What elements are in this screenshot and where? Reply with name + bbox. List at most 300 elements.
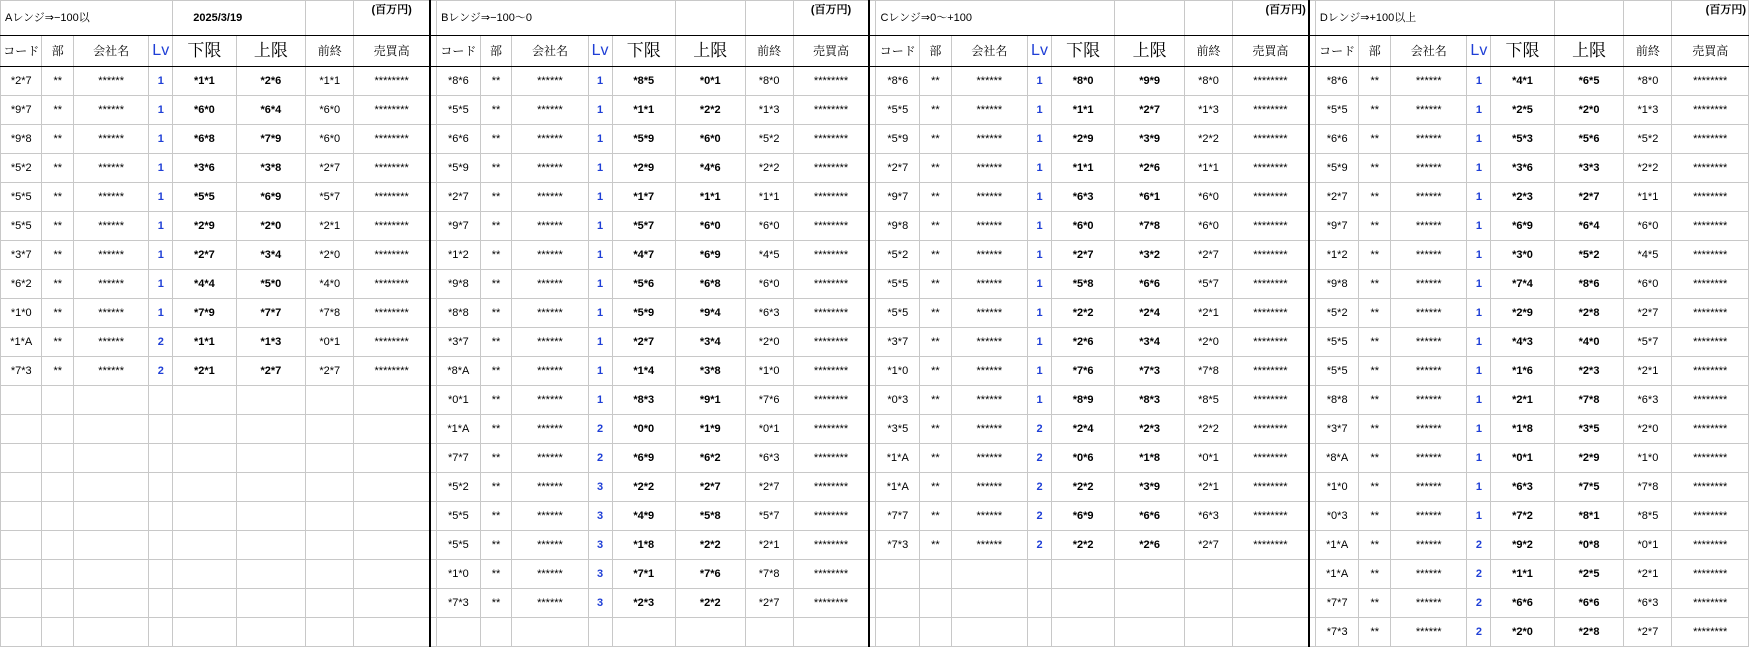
- range-c-prev-close-cell[interactable]: *2*0: [1185, 328, 1233, 357]
- range-a-prev-close-cell[interactable]: *2*1: [306, 212, 354, 241]
- empty-cell[interactable]: [1115, 589, 1185, 618]
- range-b-prev-close-cell[interactable]: *8*0: [745, 67, 793, 96]
- range-d-code-cell[interactable]: *7*3: [1315, 618, 1359, 647]
- range-b-lower-cell[interactable]: *2*9: [612, 154, 675, 183]
- empty-cell[interactable]: [1028, 618, 1052, 647]
- empty-cell[interactable]: [793, 618, 869, 647]
- range-d-code-cell[interactable]: *6*6: [1315, 125, 1359, 154]
- range-a-company-cell[interactable]: ******: [74, 357, 149, 386]
- range-d-lv-cell[interactable]: 1: [1467, 212, 1491, 241]
- empty-cell[interactable]: [74, 502, 149, 531]
- range-b-prev-close-cell[interactable]: *2*0: [745, 328, 793, 357]
- range-c-lower-cell[interactable]: *6*9: [1052, 502, 1115, 531]
- range-c-prev-close-cell[interactable]: *8*0: [1185, 67, 1233, 96]
- range-c-lv-cell[interactable]: 1: [1028, 125, 1052, 154]
- range-c-prev-close-cell[interactable]: *2*2: [1185, 415, 1233, 444]
- range-a-upper-cell[interactable]: *6*9: [236, 183, 306, 212]
- empty-cell[interactable]: [876, 560, 920, 589]
- range-b-lv-cell[interactable]: 1: [588, 183, 612, 212]
- range-c-code-cell[interactable]: *1*A: [876, 444, 920, 473]
- empty-cell[interactable]: [74, 560, 149, 589]
- range-a-upper-cell[interactable]: *2*6: [236, 67, 306, 96]
- empty-cell[interactable]: [306, 502, 354, 531]
- empty-cell[interactable]: [920, 589, 952, 618]
- range-c-lv-cell[interactable]: 1: [1028, 154, 1052, 183]
- range-c-volume-cell[interactable]: ********: [1233, 328, 1309, 357]
- range-a-upper-cell[interactable]: *7*7: [236, 299, 306, 328]
- range-c-lv-cell[interactable]: 1: [1028, 270, 1052, 299]
- range-c-lv-cell[interactable]: 1: [1028, 67, 1052, 96]
- range-b-code-cell[interactable]: *0*1: [437, 386, 481, 415]
- range-d-company-cell[interactable]: ******: [1391, 96, 1467, 125]
- range-b-prev-close-cell[interactable]: *1*3: [745, 96, 793, 125]
- range-b-code-cell[interactable]: *5*5: [437, 96, 481, 125]
- range-c-code-cell[interactable]: *5*5: [876, 270, 920, 299]
- empty-cell[interactable]: [1185, 560, 1233, 589]
- empty-cell[interactable]: [675, 1, 745, 36]
- range-a-lv-cell[interactable]: 1: [149, 96, 173, 125]
- empty-cell[interactable]: [42, 473, 74, 502]
- range-c-company-cell[interactable]: ******: [951, 67, 1027, 96]
- range-c-company-cell[interactable]: ******: [951, 299, 1027, 328]
- range-c-volume-cell[interactable]: ********: [1233, 241, 1309, 270]
- range-b-lower-cell[interactable]: *2*3: [612, 589, 675, 618]
- range-d-dept-cell[interactable]: **: [1359, 589, 1391, 618]
- range-c-company-cell[interactable]: ******: [951, 386, 1027, 415]
- range-c-volume-cell[interactable]: ********: [1233, 270, 1309, 299]
- empty-cell[interactable]: [1185, 589, 1233, 618]
- range-c-volume-cell[interactable]: ********: [1233, 154, 1309, 183]
- range-b-code-cell[interactable]: *5*5: [437, 502, 481, 531]
- range-b-lv-cell[interactable]: 3: [588, 589, 612, 618]
- range-b-code-cell[interactable]: *5*2: [437, 473, 481, 502]
- range-b-upper-cell[interactable]: *3*4: [675, 328, 745, 357]
- empty-cell[interactable]: [173, 386, 236, 415]
- header-volume[interactable]: 売買高: [1672, 36, 1749, 67]
- range-a-company-cell[interactable]: ******: [74, 328, 149, 357]
- range-d-dept-cell[interactable]: **: [1359, 502, 1391, 531]
- range-b-volume-cell[interactable]: ********: [793, 67, 869, 96]
- range-b-dept-cell[interactable]: **: [480, 67, 512, 96]
- range-b-dept-cell[interactable]: **: [480, 560, 512, 589]
- empty-cell[interactable]: [354, 386, 430, 415]
- range-b-volume-cell[interactable]: ********: [793, 183, 869, 212]
- range-b-prev-close-cell[interactable]: *2*7: [745, 589, 793, 618]
- range-b-dept-cell[interactable]: **: [480, 531, 512, 560]
- range-d-company-cell[interactable]: ******: [1391, 531, 1467, 560]
- range-d-lv-cell[interactable]: 1: [1467, 357, 1491, 386]
- range-a-lv-cell[interactable]: 1: [149, 241, 173, 270]
- range-a-company-cell[interactable]: ******: [74, 67, 149, 96]
- header-upper[interactable]: 上限: [236, 36, 306, 67]
- range-c-volume-cell[interactable]: ********: [1233, 299, 1309, 328]
- range-a-code-cell[interactable]: *1*0: [1, 299, 42, 328]
- range-a-volume-cell[interactable]: ********: [354, 125, 430, 154]
- range-a-upper-cell[interactable]: *7*9: [236, 125, 306, 154]
- range-d-lower-cell[interactable]: *1*6: [1491, 357, 1554, 386]
- range-c-lv-cell[interactable]: 1: [1028, 241, 1052, 270]
- range-c-company-cell[interactable]: ******: [951, 328, 1027, 357]
- range-c-lv-cell[interactable]: 1: [1028, 212, 1052, 241]
- range-b-code-cell[interactable]: *9*7: [437, 212, 481, 241]
- empty-cell[interactable]: [437, 618, 481, 647]
- range-c-lower-cell[interactable]: *8*9: [1052, 386, 1115, 415]
- range-d-lower-cell[interactable]: *1*1: [1491, 560, 1554, 589]
- range-b-code-cell[interactable]: *3*7: [437, 328, 481, 357]
- range-d-dept-cell[interactable]: **: [1359, 67, 1391, 96]
- range-d-lv-cell[interactable]: 2: [1467, 560, 1491, 589]
- range-d-upper-cell[interactable]: *6*4: [1554, 212, 1624, 241]
- range-c-volume-cell[interactable]: ********: [1233, 212, 1309, 241]
- range-b-volume-cell[interactable]: ********: [793, 154, 869, 183]
- range-d-volume-cell[interactable]: ********: [1672, 444, 1749, 473]
- header-lower[interactable]: 下限: [173, 36, 236, 67]
- range-b-dept-cell[interactable]: **: [480, 386, 512, 415]
- range-b-company-cell[interactable]: ******: [512, 183, 588, 212]
- empty-cell[interactable]: [236, 589, 306, 618]
- empty-cell[interactable]: [42, 589, 74, 618]
- range-a-lower-cell[interactable]: *3*6: [173, 154, 236, 183]
- range-b-volume-cell[interactable]: ********: [793, 357, 869, 386]
- range-b-dept-cell[interactable]: **: [480, 589, 512, 618]
- range-d-code-cell[interactable]: *9*8: [1315, 270, 1359, 299]
- empty-cell[interactable]: [354, 618, 430, 647]
- range-d-lower-cell[interactable]: *1*8: [1491, 415, 1554, 444]
- range-b-lv-cell[interactable]: 1: [588, 212, 612, 241]
- range-d-volume-cell[interactable]: ********: [1672, 241, 1749, 270]
- range-c-code-cell[interactable]: *5*5: [876, 96, 920, 125]
- header-dept[interactable]: 部: [1359, 36, 1391, 67]
- date-cell[interactable]: 2025/3/19: [173, 1, 306, 36]
- range-a-code-cell[interactable]: *9*8: [1, 125, 42, 154]
- range-c-lower-cell[interactable]: *2*2: [1052, 531, 1115, 560]
- empty-cell[interactable]: [42, 386, 74, 415]
- range-a-company-cell[interactable]: ******: [74, 96, 149, 125]
- range-c-lower-cell[interactable]: *5*8: [1052, 270, 1115, 299]
- empty-cell[interactable]: [149, 444, 173, 473]
- empty-cell[interactable]: [306, 560, 354, 589]
- empty-cell[interactable]: [745, 618, 793, 647]
- range-c-prev-close-cell[interactable]: *1*3: [1185, 96, 1233, 125]
- range-b-unit[interactable]: (百万円): [793, 1, 869, 36]
- range-a-unit[interactable]: (百万円): [354, 1, 430, 36]
- range-b-code-cell[interactable]: *8*8: [437, 299, 481, 328]
- range-b-prev-close-cell[interactable]: *6*3: [745, 299, 793, 328]
- range-c-prev-close-cell[interactable]: *2*7: [1185, 531, 1233, 560]
- range-b-lower-cell[interactable]: *5*9: [612, 125, 675, 154]
- range-d-upper-cell[interactable]: *4*0: [1554, 328, 1624, 357]
- range-d-prev-close-cell[interactable]: *4*5: [1624, 241, 1672, 270]
- range-a-upper-cell[interactable]: *1*3: [236, 328, 306, 357]
- empty-cell[interactable]: [1233, 560, 1309, 589]
- empty-cell[interactable]: [149, 531, 173, 560]
- range-d-volume-cell[interactable]: ********: [1672, 328, 1749, 357]
- range-c-dept-cell[interactable]: **: [920, 328, 952, 357]
- range-b-code-cell[interactable]: *8*6: [437, 67, 481, 96]
- range-a-prev-close-cell[interactable]: *1*1: [306, 67, 354, 96]
- range-a-code-cell[interactable]: *6*2: [1, 270, 42, 299]
- range-c-volume-cell[interactable]: ********: [1233, 67, 1309, 96]
- range-a-lv-cell[interactable]: 2: [149, 328, 173, 357]
- range-b-dept-cell[interactable]: **: [480, 357, 512, 386]
- header-upper[interactable]: 上限: [675, 36, 745, 67]
- empty-cell[interactable]: [74, 386, 149, 415]
- range-b-lv-cell[interactable]: 1: [588, 125, 612, 154]
- range-b-volume-cell[interactable]: ********: [793, 386, 869, 415]
- header-company[interactable]: 会社名: [512, 36, 588, 67]
- range-d-volume-cell[interactable]: ********: [1672, 96, 1749, 125]
- range-b-prev-close-cell[interactable]: *5*2: [745, 125, 793, 154]
- range-b-upper-cell[interactable]: *6*2: [675, 444, 745, 473]
- range-a-lower-cell[interactable]: *6*8: [173, 125, 236, 154]
- range-c-lower-cell[interactable]: *0*6: [1052, 444, 1115, 473]
- range-d-dept-cell[interactable]: **: [1359, 386, 1391, 415]
- range-d-lv-cell[interactable]: 1: [1467, 154, 1491, 183]
- range-d-code-cell[interactable]: *9*7: [1315, 212, 1359, 241]
- range-c-prev-close-cell[interactable]: *2*7: [1185, 241, 1233, 270]
- range-a-prev-close-cell[interactable]: *2*0: [306, 241, 354, 270]
- range-b-dept-cell[interactable]: **: [480, 212, 512, 241]
- empty-cell[interactable]: [149, 618, 173, 647]
- range-c-code-cell[interactable]: *7*7: [876, 502, 920, 531]
- empty-cell[interactable]: [1, 502, 42, 531]
- header-lv[interactable]: Lv: [588, 36, 612, 67]
- empty-cell[interactable]: [1115, 560, 1185, 589]
- range-b-company-cell[interactable]: ******: [512, 415, 588, 444]
- range-c-dept-cell[interactable]: **: [920, 67, 952, 96]
- range-c-lv-cell[interactable]: 1: [1028, 183, 1052, 212]
- range-a-title[interactable]: Aレンジ⇒−100以: [1, 1, 173, 36]
- header-prev-close[interactable]: 前終: [1624, 36, 1672, 67]
- range-a-dept-cell[interactable]: **: [42, 154, 74, 183]
- range-d-upper-cell[interactable]: *8*6: [1554, 270, 1624, 299]
- range-c-company-cell[interactable]: ******: [951, 473, 1027, 502]
- empty-cell[interactable]: [236, 502, 306, 531]
- empty-cell[interactable]: [149, 560, 173, 589]
- range-d-upper-cell[interactable]: *7*8: [1554, 386, 1624, 415]
- range-c-company-cell[interactable]: ******: [951, 270, 1027, 299]
- range-d-upper-cell[interactable]: *2*8: [1554, 299, 1624, 328]
- range-b-upper-cell[interactable]: *1*1: [675, 183, 745, 212]
- range-b-company-cell[interactable]: ******: [512, 560, 588, 589]
- range-b-volume-cell[interactable]: ********: [793, 270, 869, 299]
- range-c-upper-cell[interactable]: *2*3: [1115, 415, 1185, 444]
- range-b-lower-cell[interactable]: *2*7: [612, 328, 675, 357]
- range-a-lv-cell[interactable]: 1: [149, 67, 173, 96]
- empty-cell[interactable]: [675, 618, 745, 647]
- range-a-lower-cell[interactable]: *2*7: [173, 241, 236, 270]
- range-b-prev-close-cell[interactable]: *6*0: [745, 212, 793, 241]
- range-b-title[interactable]: Bレンジ⇒−100〜0: [437, 1, 676, 36]
- empty-cell[interactable]: [306, 531, 354, 560]
- empty-cell[interactable]: [173, 560, 236, 589]
- empty-cell[interactable]: [173, 589, 236, 618]
- range-d-prev-close-cell[interactable]: *6*3: [1624, 386, 1672, 415]
- header-lv[interactable]: Lv: [1467, 36, 1491, 67]
- empty-cell[interactable]: [1115, 1, 1185, 36]
- range-b-upper-cell[interactable]: *6*9: [675, 241, 745, 270]
- empty-cell[interactable]: [354, 560, 430, 589]
- range-b-code-cell[interactable]: *1*0: [437, 560, 481, 589]
- range-c-lower-cell[interactable]: *2*2: [1052, 299, 1115, 328]
- range-c-upper-cell[interactable]: *7*8: [1115, 212, 1185, 241]
- header-lower[interactable]: 下限: [1491, 36, 1554, 67]
- range-d-code-cell[interactable]: *1*A: [1315, 560, 1359, 589]
- range-b-volume-cell[interactable]: ********: [793, 502, 869, 531]
- range-c-prev-close-cell[interactable]: *0*1: [1185, 444, 1233, 473]
- range-b-dept-cell[interactable]: **: [480, 125, 512, 154]
- range-a-company-cell[interactable]: ******: [74, 212, 149, 241]
- range-b-lv-cell[interactable]: 1: [588, 67, 612, 96]
- range-a-dept-cell[interactable]: **: [42, 125, 74, 154]
- range-d-lv-cell[interactable]: 1: [1467, 125, 1491, 154]
- range-b-company-cell[interactable]: ******: [512, 357, 588, 386]
- range-c-lv-cell[interactable]: 1: [1028, 328, 1052, 357]
- range-d-code-cell[interactable]: *2*7: [1315, 183, 1359, 212]
- range-d-code-cell[interactable]: *1*0: [1315, 473, 1359, 502]
- empty-cell[interactable]: [354, 415, 430, 444]
- range-d-prev-close-cell[interactable]: *8*0: [1624, 67, 1672, 96]
- range-b-dept-cell[interactable]: **: [480, 415, 512, 444]
- range-b-dept-cell[interactable]: **: [480, 183, 512, 212]
- range-a-company-cell[interactable]: ******: [74, 299, 149, 328]
- range-b-company-cell[interactable]: ******: [512, 444, 588, 473]
- range-d-code-cell[interactable]: *5*5: [1315, 357, 1359, 386]
- range-b-company-cell[interactable]: ******: [512, 241, 588, 270]
- range-d-dept-cell[interactable]: **: [1359, 212, 1391, 241]
- range-d-dept-cell[interactable]: **: [1359, 357, 1391, 386]
- range-b-company-cell[interactable]: ******: [512, 531, 588, 560]
- range-d-lv-cell[interactable]: 2: [1467, 589, 1491, 618]
- range-c-volume-cell[interactable]: ********: [1233, 415, 1309, 444]
- empty-cell[interactable]: [354, 502, 430, 531]
- empty-cell[interactable]: [480, 618, 512, 647]
- header-upper[interactable]: 上限: [1115, 36, 1185, 67]
- range-c-lv-cell[interactable]: 2: [1028, 473, 1052, 502]
- range-c-prev-close-cell[interactable]: *6*3: [1185, 502, 1233, 531]
- range-d-code-cell[interactable]: *1*2: [1315, 241, 1359, 270]
- range-d-code-cell[interactable]: *5*5: [1315, 96, 1359, 125]
- range-a-lower-cell[interactable]: *4*4: [173, 270, 236, 299]
- range-b-lower-cell[interactable]: *7*1: [612, 560, 675, 589]
- range-b-volume-cell[interactable]: ********: [793, 96, 869, 125]
- range-c-volume-cell[interactable]: ********: [1233, 531, 1309, 560]
- range-d-volume-cell[interactable]: ********: [1672, 183, 1749, 212]
- range-a-lower-cell[interactable]: *1*1: [173, 67, 236, 96]
- range-b-code-cell[interactable]: *7*7: [437, 444, 481, 473]
- range-c-volume-cell[interactable]: ********: [1233, 183, 1309, 212]
- range-a-dept-cell[interactable]: **: [42, 241, 74, 270]
- range-d-dept-cell[interactable]: **: [1359, 125, 1391, 154]
- range-b-lower-cell[interactable]: *2*2: [612, 473, 675, 502]
- range-c-lower-cell[interactable]: *1*1: [1052, 96, 1115, 125]
- range-d-company-cell[interactable]: ******: [1391, 618, 1467, 647]
- range-a-lv-cell[interactable]: 1: [149, 270, 173, 299]
- range-d-volume-cell[interactable]: ********: [1672, 212, 1749, 241]
- range-d-volume-cell[interactable]: ********: [1672, 357, 1749, 386]
- range-d-company-cell[interactable]: ******: [1391, 502, 1467, 531]
- range-c-upper-cell[interactable]: *9*9: [1115, 67, 1185, 96]
- empty-cell[interactable]: [588, 618, 612, 647]
- empty-cell[interactable]: [354, 589, 430, 618]
- range-b-lower-cell[interactable]: *8*3: [612, 386, 675, 415]
- range-b-upper-cell[interactable]: *0*1: [675, 67, 745, 96]
- range-c-dept-cell[interactable]: **: [920, 502, 952, 531]
- range-c-company-cell[interactable]: ******: [951, 444, 1027, 473]
- range-c-prev-close-cell[interactable]: *5*7: [1185, 270, 1233, 299]
- range-d-volume-cell[interactable]: ********: [1672, 154, 1749, 183]
- range-d-lv-cell[interactable]: 1: [1467, 415, 1491, 444]
- range-b-lv-cell[interactable]: 3: [588, 502, 612, 531]
- range-c-volume-cell[interactable]: ********: [1233, 444, 1309, 473]
- range-c-dept-cell[interactable]: **: [920, 415, 952, 444]
- range-d-lv-cell[interactable]: 1: [1467, 67, 1491, 96]
- range-b-lv-cell[interactable]: 1: [588, 328, 612, 357]
- range-b-company-cell[interactable]: ******: [512, 502, 588, 531]
- range-b-dept-cell[interactable]: **: [480, 502, 512, 531]
- range-d-lower-cell[interactable]: *6*6: [1491, 589, 1554, 618]
- range-d-company-cell[interactable]: ******: [1391, 560, 1467, 589]
- header-lv[interactable]: Lv: [149, 36, 173, 67]
- range-c-company-cell[interactable]: ******: [951, 125, 1027, 154]
- range-d-upper-cell[interactable]: *2*5: [1554, 560, 1624, 589]
- range-c-upper-cell[interactable]: *6*6: [1115, 502, 1185, 531]
- range-b-lower-cell[interactable]: *5*7: [612, 212, 675, 241]
- range-c-upper-cell[interactable]: *2*6: [1115, 154, 1185, 183]
- range-c-dept-cell[interactable]: **: [920, 444, 952, 473]
- range-c-company-cell[interactable]: ******: [951, 502, 1027, 531]
- range-b-upper-cell[interactable]: *9*1: [675, 386, 745, 415]
- empty-cell[interactable]: [149, 415, 173, 444]
- range-c-company-cell[interactable]: ******: [951, 357, 1027, 386]
- range-c-prev-close-cell[interactable]: *2*2: [1185, 125, 1233, 154]
- range-c-code-cell[interactable]: *9*8: [876, 212, 920, 241]
- range-a-lv-cell[interactable]: 1: [149, 299, 173, 328]
- range-a-volume-cell[interactable]: ********: [354, 154, 430, 183]
- empty-cell[interactable]: [612, 618, 675, 647]
- range-d-lower-cell[interactable]: *2*3: [1491, 183, 1554, 212]
- range-d-prev-close-cell[interactable]: *1*1: [1624, 183, 1672, 212]
- range-d-dept-cell[interactable]: **: [1359, 328, 1391, 357]
- range-b-prev-close-cell[interactable]: *7*8: [745, 560, 793, 589]
- range-c-dept-cell[interactable]: **: [920, 96, 952, 125]
- range-c-code-cell[interactable]: *9*7: [876, 183, 920, 212]
- range-c-upper-cell[interactable]: *6*1: [1115, 183, 1185, 212]
- range-a-lv-cell[interactable]: 2: [149, 357, 173, 386]
- range-d-lower-cell[interactable]: *2*5: [1491, 96, 1554, 125]
- range-b-lower-cell[interactable]: *8*5: [612, 67, 675, 96]
- range-c-volume-cell[interactable]: ********: [1233, 386, 1309, 415]
- range-c-code-cell[interactable]: *1*A: [876, 473, 920, 502]
- range-d-volume-cell[interactable]: ********: [1672, 67, 1749, 96]
- empty-cell[interactable]: [354, 473, 430, 502]
- range-c-prev-close-cell[interactable]: *1*1: [1185, 154, 1233, 183]
- range-a-volume-cell[interactable]: ********: [354, 212, 430, 241]
- range-c-company-cell[interactable]: ******: [951, 531, 1027, 560]
- empty-cell[interactable]: [173, 502, 236, 531]
- header-company[interactable]: 会社名: [951, 36, 1027, 67]
- range-a-volume-cell[interactable]: ********: [354, 328, 430, 357]
- range-a-code-cell[interactable]: *7*3: [1, 357, 42, 386]
- range-c-lower-cell[interactable]: *2*7: [1052, 241, 1115, 270]
- empty-cell[interactable]: [42, 444, 74, 473]
- range-d-dept-cell[interactable]: **: [1359, 473, 1391, 502]
- range-d-code-cell[interactable]: *8*8: [1315, 386, 1359, 415]
- header-company[interactable]: 会社名: [74, 36, 149, 67]
- range-d-lv-cell[interactable]: 1: [1467, 183, 1491, 212]
- range-b-upper-cell[interactable]: *9*4: [675, 299, 745, 328]
- range-a-code-cell[interactable]: *3*7: [1, 241, 42, 270]
